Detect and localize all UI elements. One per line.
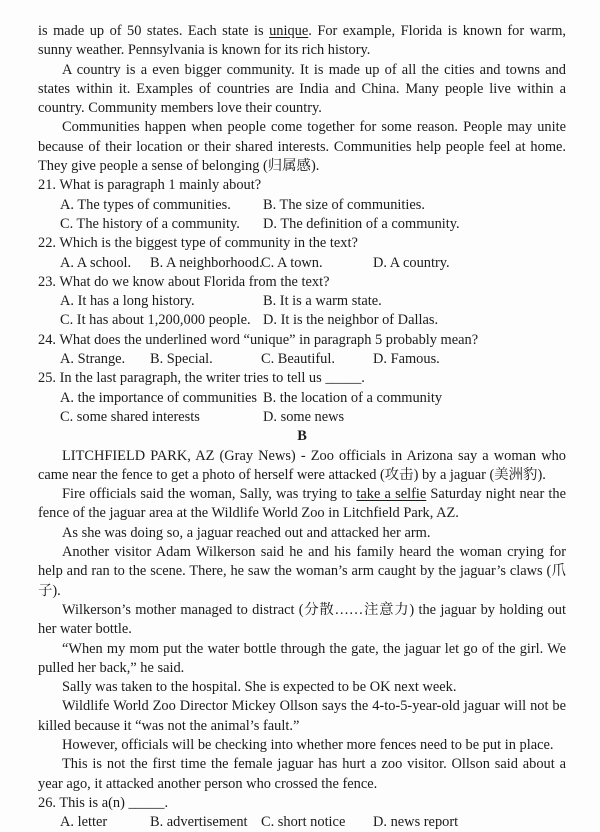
options-row: [38, 292, 566, 311]
answer-option: A. It has a long history.: [60, 293, 195, 310]
question-24: 24. What does the underlined word “unique” in paragraph 5 probably mean?: [38, 331, 479, 348]
text-segment: Fire officials said the woman, Sally, was trying to: [62, 486, 357, 503]
answer-option: D. some news: [263, 408, 345, 425]
document-body: [38, 22, 566, 832]
text-segment: LITCHFIELD PARK, AZ (Gray News) - Zoo officials in Arizona say a woman who came near the fence to get a photo of herself were attacked (攻击) by a jaguar (美洲豹).: [38, 447, 566, 483]
options-row: [38, 254, 566, 273]
answer-option: B. advertisement: [150, 814, 248, 831]
answer-option: C. short notice: [261, 814, 346, 831]
answer-option: A. Strange.: [60, 351, 126, 368]
underlined-text: take a selfie: [356, 486, 427, 503]
answer-option: D. The definition of a community.: [263, 215, 460, 232]
options-row: [38, 215, 566, 234]
answer-option: C. A town.: [261, 254, 323, 271]
answer-option: B. It is a warm state.: [263, 293, 382, 310]
answer-option: A. letter: [60, 814, 108, 831]
options-row: [38, 813, 566, 832]
text-segment: As she was doing so, a jaguar reached out and attacked her arm.: [62, 524, 431, 541]
question-23: 23. What do we know about Florida from the text?: [38, 273, 330, 290]
options-row: [38, 389, 566, 408]
question-21: 21. What is paragraph 1 mainly about?: [38, 177, 262, 194]
passage-a-paragraph-communities: [38, 118, 566, 176]
answer-option: D. A country.: [373, 254, 450, 271]
answer-option: B. Special.: [150, 351, 213, 368]
text-segment: Communities happen when people come together for some reason. People may unite because of their location or their shared interests. Communities help people feel at home. They give people a sense of belonging (归属感).: [38, 119, 566, 175]
passage-a-paragraph-country: [38, 61, 566, 119]
passage-b-paragraph-selfie: [38, 485, 566, 524]
text-segment: Wildlife World Zoo Director Mickey Ollson says the 4-to-5-year-old jaguar will not be killed because it “was not the animal’s fault.”: [38, 698, 566, 734]
text-segment: “When my mom put the water bottle through the gate, the jaguar let go of the girl. We pulled her back,” he said.: [38, 640, 566, 676]
passage-b-paragraph-director: [38, 697, 566, 736]
text-segment: This is not the first time the female jaguar has hurt a zoo visitor. Ollson said about a year ago, it attacked another person who crossed the fence.: [38, 756, 566, 792]
answer-option: A. The types of communities.: [60, 196, 231, 213]
text-segment: However, officials will be checking into whether more fences need to be put in place.: [62, 736, 554, 753]
options-row: [38, 311, 566, 330]
passage-b-paragraph-distract: [38, 601, 566, 640]
options-row: [38, 350, 566, 369]
text-segment: . For example, Florida is known for warm, sunny weather. Pennsylvania is known for its rich history.: [38, 23, 566, 59]
passage-b-paragraph-wilkerson: [38, 543, 566, 601]
passage-b-paragraph-quote: [38, 640, 566, 679]
text-segment: is made up of 50 states. Each state is: [38, 23, 270, 39]
passage-b-paragraph-hospital: [38, 678, 566, 697]
passage-b-paragraph-fences: [38, 736, 566, 755]
options-row: [38, 408, 566, 427]
answer-option: A. A school.: [60, 254, 132, 271]
text-segment: Another visitor Adam Wilkerson said he and his family heard the woman crying for help and ran to the scene. There, he saw the woman’s arm caught by the jaguar’s claws (爪子).: [38, 544, 566, 599]
answer-option: C. some shared interests: [60, 408, 200, 425]
answer-option: D. It is the neighbor of Dallas.: [263, 312, 439, 329]
text-segment: Sally was taken to the hospital. She is expected to be OK next week.: [62, 679, 457, 696]
text-segment: Wilkerson’s mother managed to distract (分散……注意力) the jaguar by holding out her water bottle.: [38, 601, 566, 638]
question-22: 22. Which is the biggest type of community in the text?: [38, 235, 358, 252]
question-26: 26. This is a(n) _____.: [38, 794, 169, 811]
passage-a-paragraph-states: [38, 22, 566, 61]
passage-b-paragraph-lead: [38, 447, 566, 486]
text-segment: A country is a even bigger community. It is made up of all the cities and towns and states within it. Examples of countries are India and China. Many people live within a country. Community members love their country.: [38, 61, 566, 117]
section-b-header: B: [297, 428, 307, 445]
answer-option: C. The history of a community.: [60, 215, 240, 232]
answer-option: C. Beautiful.: [261, 351, 335, 368]
answer-option: B. A neighborhood.: [150, 254, 263, 271]
passage-b-paragraph-history: [38, 755, 566, 794]
answer-option: D. Famous.: [373, 351, 440, 368]
answer-option: B. the location of a community: [263, 389, 443, 406]
answer-option: A. the importance of communities: [60, 389, 258, 406]
text-segment: Saturday night near the fence of the jaguar area at the Wildlife World Zoo in Litchfield Park, AZ.: [38, 486, 566, 522]
answer-option: D. news report: [373, 814, 459, 831]
question-25: 25. In the last paragraph, the writer tries to tell us _____.: [38, 370, 365, 387]
answer-option: B. The size of communities.: [263, 196, 425, 213]
passage-b-paragraph-attack: [38, 524, 566, 543]
options-row: [38, 196, 566, 215]
answer-option: C. It has about 1,200,000 people.: [60, 312, 251, 329]
underlined-text: unique: [269, 23, 309, 39]
